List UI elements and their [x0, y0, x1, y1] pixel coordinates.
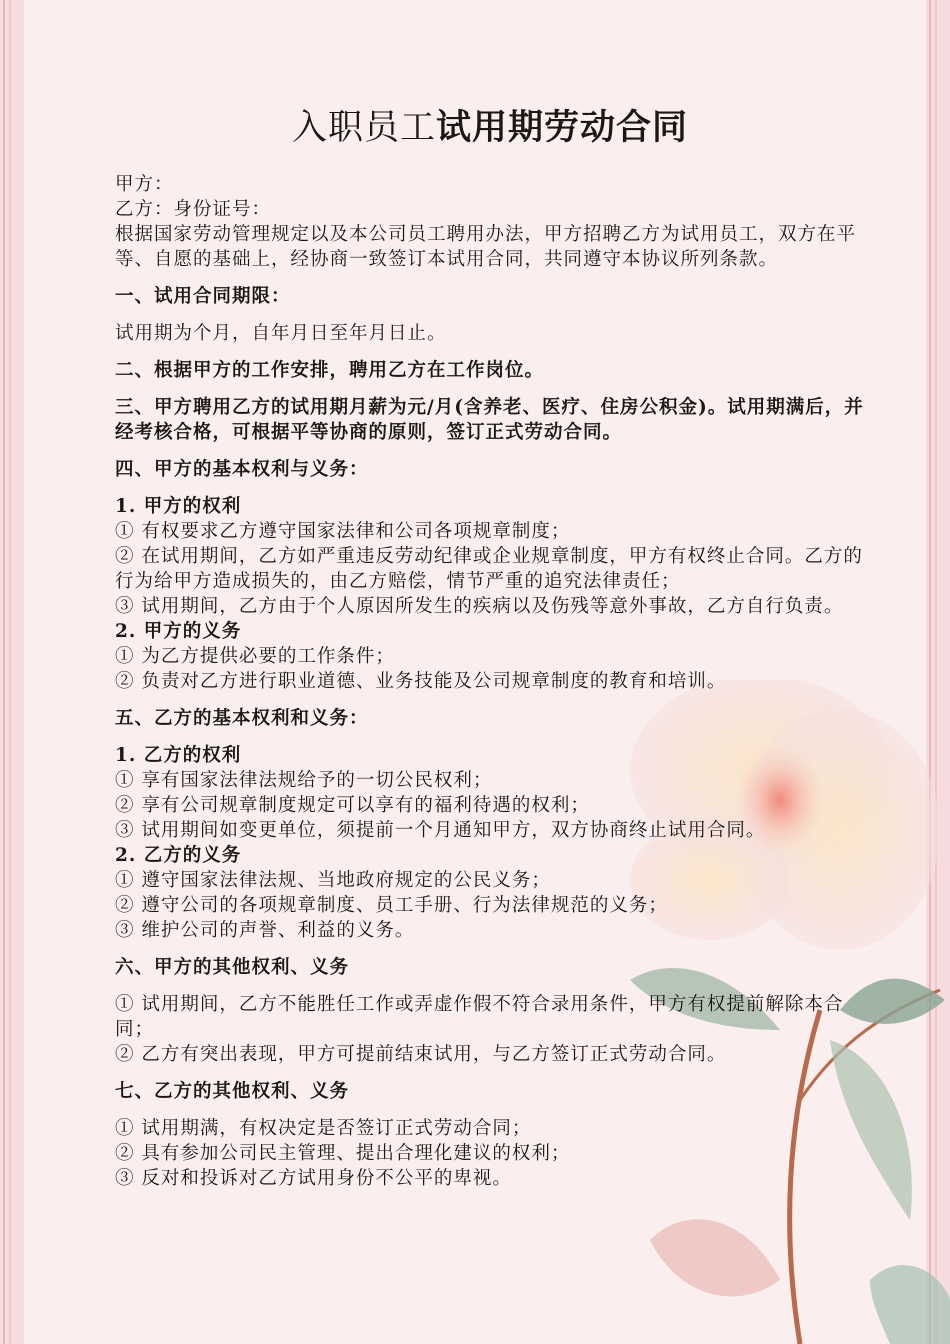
party-b: 乙方：身份证号：	[115, 199, 272, 220]
section-1-text: 试用期为个月，自年月日至年月日止。	[115, 323, 447, 344]
section-7-item: ① 试用期满，有权决定是否签订正式劳动合同；	[115, 1118, 532, 1139]
section-5-heading: 五、乙方的基本权利和义务：	[115, 708, 369, 729]
section-5-duty-item: ③ 维护公司的声誉、利益的义务。	[115, 920, 415, 941]
party-a: 甲方：	[115, 174, 174, 195]
section-7-item: ② 具有参加公司民主管理、提出合理化建议的权利；	[115, 1143, 571, 1164]
decorative-frame-left	[0, 0, 24, 1344]
section-5-duties-title: 2. 乙方的义务	[115, 845, 242, 866]
section-4-rights-title: 1. 甲方的权利	[115, 496, 242, 517]
section-4-duty-item: ② 负责对乙方进行职业道德、业务技能及公司规章制度的教育和培训。	[115, 671, 727, 692]
section-5-right-item: ① 享有国家法律法规给予的一切公民权利；	[115, 770, 493, 791]
section-3-heading: 三、甲方聘用乙方的试用期月薪为元/月(含养老、医疗、住房公积金)。试用期满后，并经考核合格，可根据平等协商的原则，签订正式劳动合同。	[115, 397, 864, 443]
title-bold: 试用期劳动合同	[436, 107, 689, 148]
section-5-rights-title: 1. 乙方的权利	[115, 745, 242, 766]
section-4-duty-item: ① 为乙方提供必要的工作条件；	[115, 646, 395, 667]
title-normal: 入职员工	[291, 108, 436, 148]
section-4-right-item: ① 有权要求乙方遵守国家法律和公司各项规章制度；	[115, 521, 571, 542]
page-title	[115, 100, 865, 150]
section-5-right-item: ③ 试用期间如变更单位，须提前一个月通知甲方，双方协商终止试用合同。	[115, 820, 766, 841]
section-5-duty-item: ② 遵守公司的各项规章制度、员工手册、行为法律规范的义务；	[115, 895, 668, 916]
section-4-heading: 四、甲方的基本权利与义务：	[115, 459, 369, 480]
section-7-heading: 七、乙方的其他权利、义务	[115, 1081, 350, 1102]
section-5-right-item: ② 享有公司规章制度规定可以享有的福利待遇的权利；	[115, 795, 590, 816]
section-4-duties-title: 2. 甲方的义务	[115, 621, 242, 642]
section-6-heading: 六、甲方的其他权利、义务	[115, 957, 350, 978]
intro-paragraph: 根据国家劳动管理规定以及本公司员工聘用办法，甲方招聘乙方为试用员工，双方在平等、自愿的基础上，经协商一致签订本试用合同，共同遵守本协议所列条款。	[115, 224, 857, 270]
section-4-right-item: ③ 试用期间，乙方由于个人原因所发生的疾病以及伤残等意外事故，乙方自行负责。	[115, 596, 844, 617]
section-4-right-item: ② 在试用期间，乙方如严重违反劳动纪律或企业规章制度，甲方有权终止合同。乙方的行为给甲方造成损失的，由乙方赔偿，情节严重的追究法律责任；	[115, 546, 863, 592]
section-7-item: ③ 反对和投诉对乙方试用身份不公平的卑视。	[115, 1168, 512, 1189]
section-5-duty-item: ① 遵守国家法律法规、当地政府规定的公民义务；	[115, 870, 551, 891]
section-6-item: ② 乙方有突出表现，甲方可提前结束试用，与乙方签订正式劳动合同。	[115, 1044, 727, 1065]
contract-document	[115, 100, 865, 1191]
section-2-heading: 二、根据甲方的工作安排，聘用乙方在工作岗位。	[115, 360, 545, 381]
section-1-heading: 一、试用合同期限：	[115, 286, 291, 307]
section-6-item: ① 试用期间，乙方不能胜任工作或弄虚作假不符合录用条件，甲方有权提前解除本合同；	[115, 994, 844, 1040]
